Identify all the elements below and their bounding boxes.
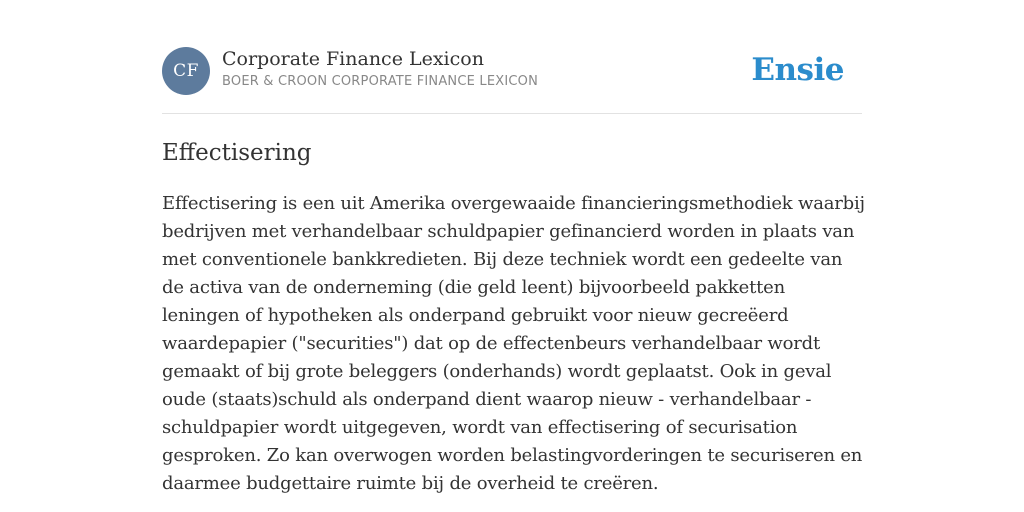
- lexicon-subtitle: BOER & CROON CORPORATE FINANCE LEXICON: [222, 74, 539, 89]
- definition-text: Effectisering is een uit Amerika overgewaaide financieringsmethodiek waarbij bedrijven met verhandelbaar schuldpapier gefinancierd worden in plaats van met conventionele bankkredieten. Bij deze techniek wordt een gedeelte van de activa van de onderneming (die geld leent) bijvoorbeeld pakketten leningen of hypotheken als onderpand gebruikt voor nieuw gecreëerd waardepapier ("securities") dat op de effectenbeurs verhandelbaar wordt gemaakt of bij grote beleggers (onderhands) wordt geplaatst. Ook in geval oude (staats)schuld als onderpand dient waarop nieuw - verhandelbaar - schuldpapier wordt uitgegeven, wordt van effectisering of securisation gesproken. Zo kan overwogen worden belastingvorderingen te securiseren en daarmee budgettaire ruimte bij de overheid te creëren.: [162, 193, 865, 494]
- ensie-logo[interactable]: Ensie: [751, 52, 844, 88]
- header-divider: [162, 113, 862, 114]
- avatar[interactable]: CF: [162, 47, 210, 95]
- term-title: Effectisering: [162, 140, 312, 166]
- lexicon-title[interactable]: Corporate Finance Lexicon: [222, 48, 484, 70]
- lexicon-header: [162, 47, 862, 95]
